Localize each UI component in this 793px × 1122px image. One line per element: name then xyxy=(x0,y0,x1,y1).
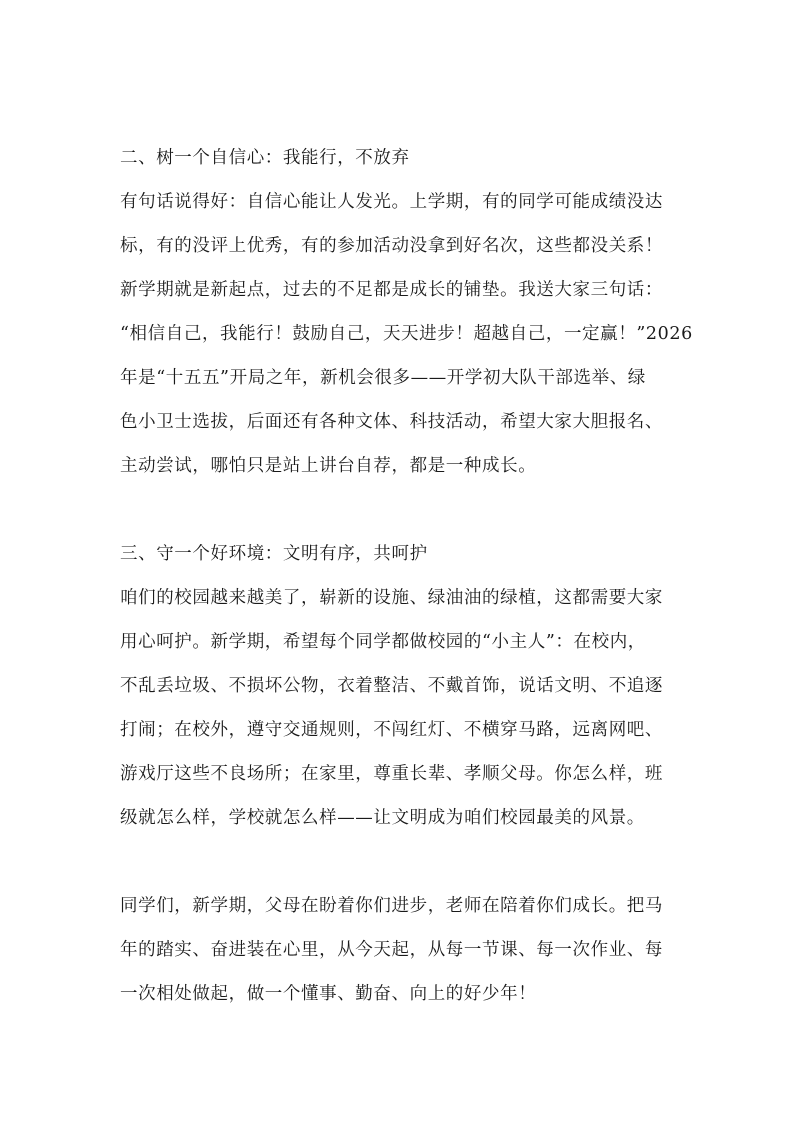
closing-line-2: 年的踏实、奋进装在心里，从今天起，从每一节课、每一次作业、每 xyxy=(120,940,663,960)
section-2-line-7: 主动尝试，哪怕只是站上讲台自荐，都是一种成长。 xyxy=(120,456,537,476)
section-2-line-4: “相信自己，我能行！鼓励自己，天天进步！超越自己，一定赢！”2026 xyxy=(120,324,693,344)
closing-line-1: 同学们，新学期，父母在盼着你们进步，老师在陪着你们成长。把马 xyxy=(120,896,663,916)
section-3-line-4: 打闹；在校外，遵守交通规则，不闯红灯、不横穿马路，远离网吧、 xyxy=(120,720,663,740)
section-2-line-3: 新学期就是新起点，过去的不足都是成长的铺垫。我送大家三句话： xyxy=(120,280,663,300)
section-3-line-1: 咱们的校园越来越美了，崭新的设施、绿油油的绿植，这都需要大家 xyxy=(120,588,663,608)
section-2-line-1: 有句话说得好：自信心能让人发光。上学期，有的同学可能成绩没达 xyxy=(120,192,663,212)
section-3-line-5: 游戏厅这些不良场所；在家里，尊重长辈、孝顺父母。你怎么样，班 xyxy=(120,764,663,784)
section-2-heading: 二、树一个自信心：我能行，不放弃 xyxy=(120,148,410,168)
section-2-line-6: 色小卫士选拔，后面还有各种文体、科技活动，希望大家大胆报名、 xyxy=(120,412,663,432)
section-2-line-2: 标，有的没评上优秀，有的参加活动没拿到好名次，这些都没关系！ xyxy=(120,236,663,256)
section-3-line-2: 用心呵护。新学期，希望每个同学都做校园的“小主人”：在校内， xyxy=(120,632,646,652)
section-3-line-6: 级就怎么样，学校就怎么样——让文明成为咱们校园最美的风景。 xyxy=(120,808,645,828)
section-3-heading: 三、守一个好环境：文明有序，共呵护 xyxy=(120,544,428,564)
closing-line-3: 一次相处做起，做一个懂事、勤奋、向上的好少年！ xyxy=(120,984,537,1004)
section-2-line-5: 年是“十五五”开局之年，新机会很多——开学初大队干部选举、绿 xyxy=(120,368,646,388)
section-3-line-3: 不乱丢垃圾、不损坏公物，衣着整洁、不戴首饰，说话文明、不追逐 xyxy=(120,676,663,696)
